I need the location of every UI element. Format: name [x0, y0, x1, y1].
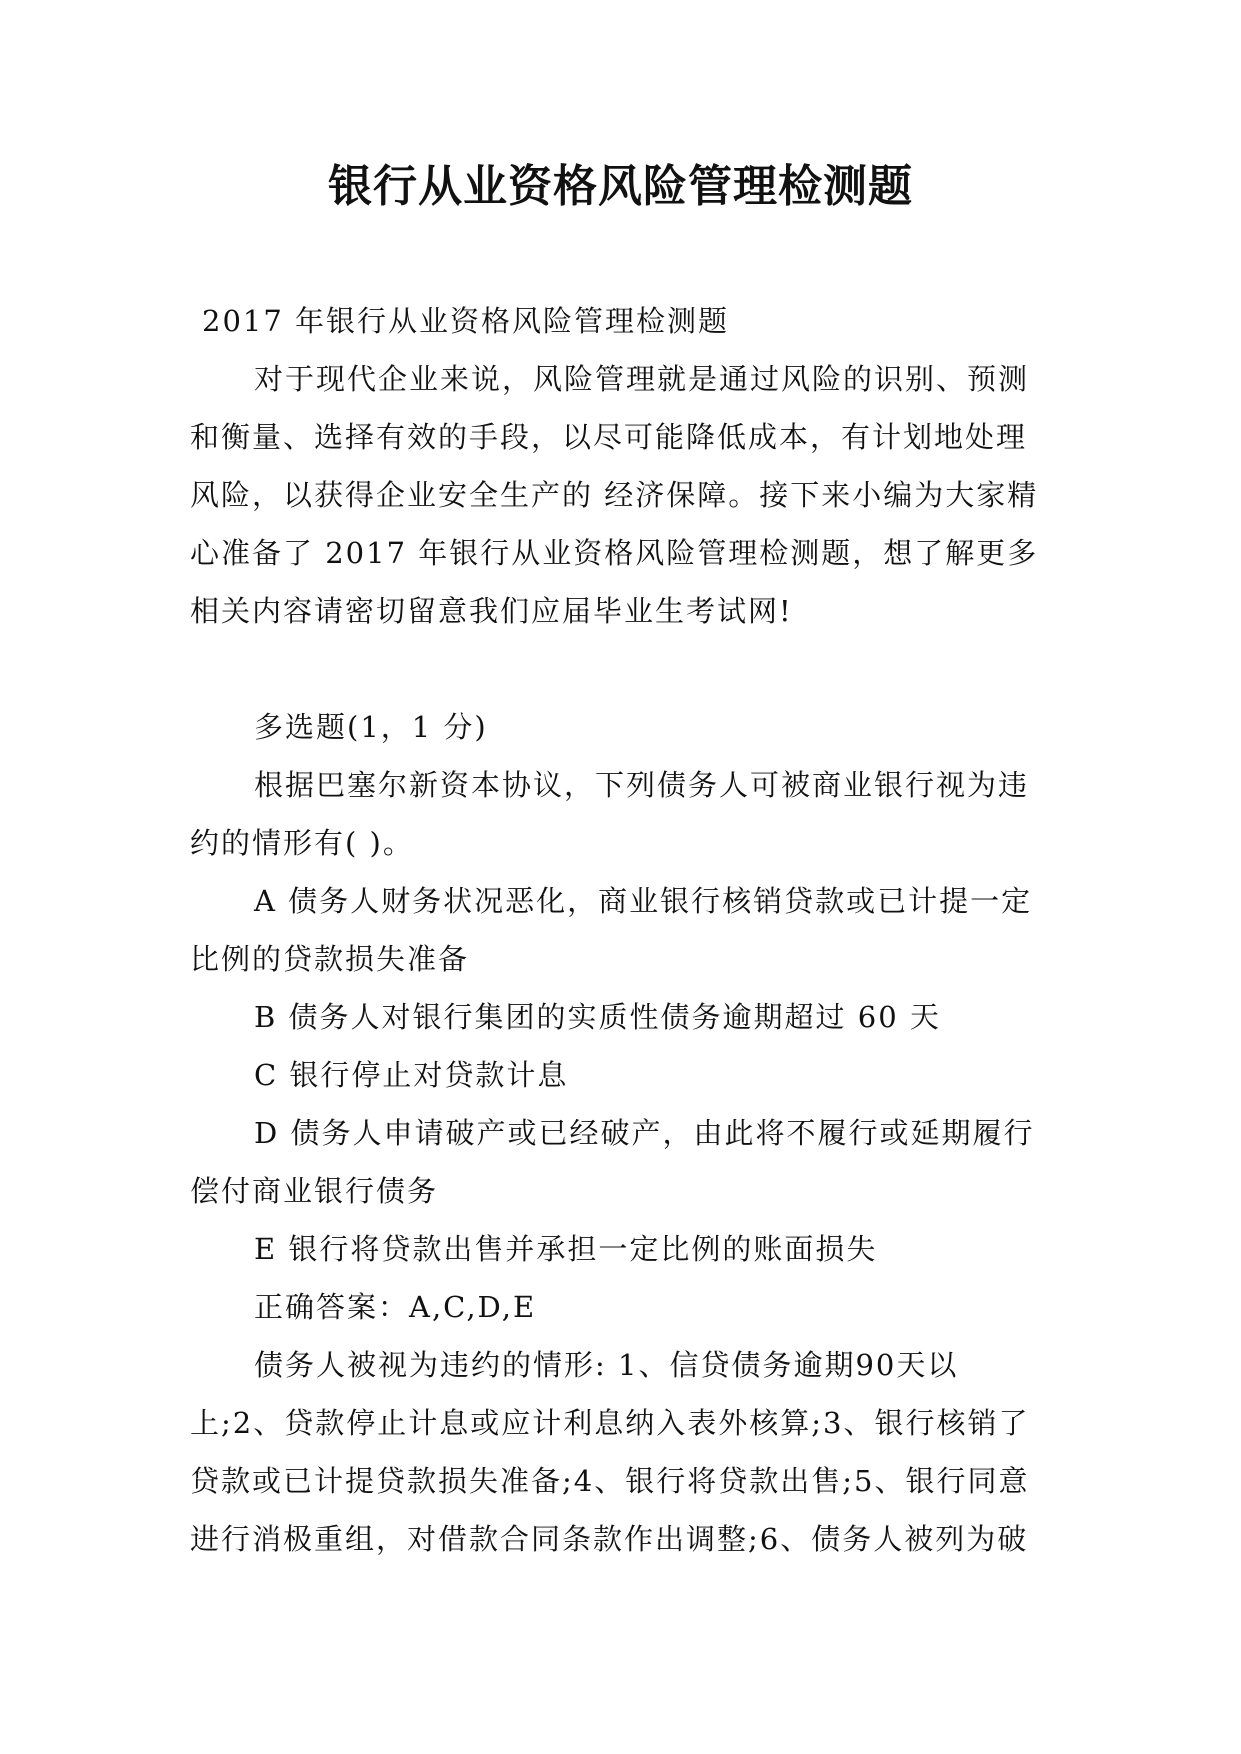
question-text: 根据巴塞尔新资本协议，下列债务人可被商业银行视为违约的情形有( )。 — [190, 768, 1030, 860]
option-d: D 债务人申请破产或已经破产，由此将不履行或延期履行偿付商业银行债务 — [190, 1116, 1035, 1208]
correct-answer: 正确答案：A,C,D,E — [254, 1290, 537, 1324]
option-e: E 银行将贷款出售并承担一定比例的账面损失 — [254, 1232, 878, 1266]
document-body — [190, 292, 1050, 1568]
answer-explanation: 债务人被视为违约的情形: 1、信贷债务逾期90天以上;2、贷款停止计息或应计利息纳入表外核算;3、银行核销了贷款或已计提贷款损失准备;4、银行将贷款出售;5、银行同意进行消极重组，对借款合同条款作出调整;6、债务人被列为破 — [190, 1348, 1030, 1556]
intro-paragraph: 对于现代企业来说，风险管理就是通过风险的识别、预测和衡量、选择有效的手段，以尽可能降低成本，有计划地处理风险，以获得企业安全生产的 经济保障。接下来小编为大家精心准备了 2017 年银行从业资格风险管理检测题，想了解更多相关内容请密切留意我们应届毕业生考试网! — [190, 362, 1039, 628]
option-a: A 债务人财务状况恶化，商业银行核销贷款或已计提一定比例的贷款损失准备 — [190, 884, 1033, 976]
paragraph-spacer — [190, 640, 1050, 698]
option-b: B 债务人对银行集团的实质性债务逾期超过 60 天 — [254, 1000, 941, 1034]
option-c: C 银行停止对贷款计息 — [254, 1058, 569, 1092]
document-subtitle: 2017 年银行从业资格风险管理检测题 — [202, 304, 730, 338]
document-title: 银行从业资格风险管理检测题 — [328, 161, 913, 212]
question-type: 多选题(1，1 分) — [254, 710, 488, 744]
